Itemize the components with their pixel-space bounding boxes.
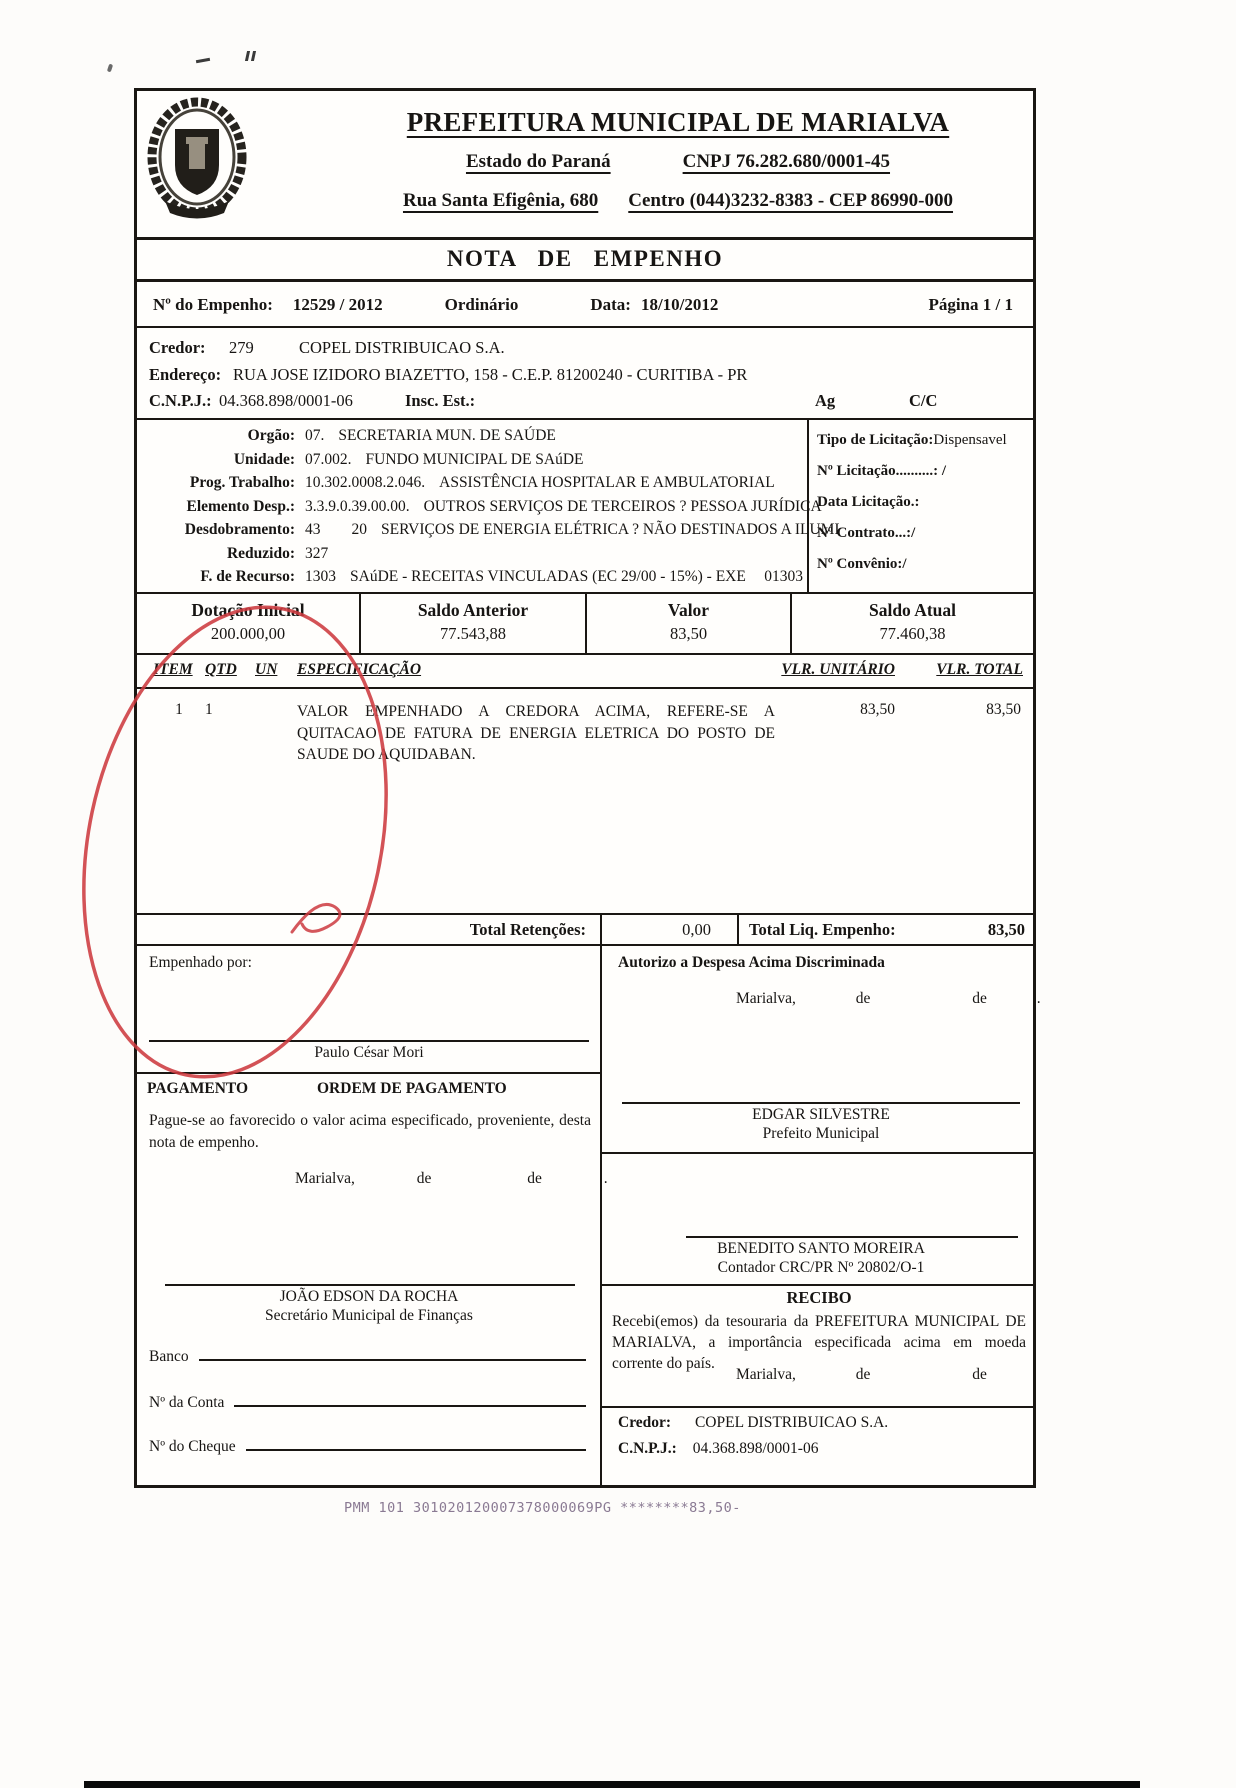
prefeito-name: EDGAR SILVESTRE: [752, 1106, 890, 1123]
licitacao-tipo: [817, 432, 1025, 449]
city-name: Marialva,: [295, 1170, 355, 1187]
saldo-anterior-cell: [361, 594, 587, 653]
cheque-blank-line: [246, 1436, 586, 1451]
budget-row-desdobramento: [137, 521, 840, 545]
retencoes-label: Total Retenções:: [137, 915, 602, 944]
de-word: de: [855, 990, 871, 1007]
empenho-number-label: Nº do Empenho:: [153, 295, 273, 314]
saldo-atual-value: 77.460,38: [879, 624, 946, 643]
licitacao-contrato: Nº Contrato...:/: [817, 525, 916, 541]
col-vlr-total: VLR. TOTAL: [936, 661, 1023, 678]
signature-line: [149, 1040, 589, 1042]
signature-line: [686, 1236, 1018, 1238]
licitacao-panel: [807, 420, 1033, 592]
de-word: de: [527, 1170, 542, 1187]
nota-de-empenho-document: [134, 88, 1041, 1488]
creditor-code: 279: [229, 338, 254, 357]
address-extra: Centro (044)3232-8383 - CEP 86990-000: [628, 190, 954, 211]
unidade-code: 07.002.: [305, 450, 352, 468]
section-divider: [602, 1406, 1033, 1408]
licitacao-tipo-valor: Dispensavel: [933, 432, 1007, 448]
signatures-section: [137, 946, 1041, 1485]
financas-signer-name: JOÃO EDSON DA ROCHA: [279, 1288, 459, 1305]
document-title: NOTA DE EMPENHO: [137, 237, 1033, 282]
section-divider: [602, 1284, 1033, 1286]
licitacao-convenio: Nº Convênio:/: [817, 556, 907, 572]
recibo-cnpj-label: C.N.P.J.:: [618, 1440, 677, 1457]
scan-edge-artifact: [84, 1781, 1140, 1788]
conta-field: [149, 1392, 586, 1412]
budget-row-reduzido: [137, 545, 811, 569]
document-header: [137, 91, 1033, 237]
recurso-desc: SAúDE - RECEITAS VINCULADAS (EC 29/00 - 15%) - EXE: [350, 568, 746, 585]
period-mark: .: [1036, 990, 1041, 1007]
cheque-label: Nº do Cheque: [149, 1438, 236, 1455]
empenho-type: Ordinário: [444, 295, 519, 314]
creditor-label: Credor:: [149, 338, 206, 357]
creditor-cnpj-label: C.N.P.J.:: [149, 391, 212, 410]
section-divider: [602, 1152, 1033, 1154]
totals-row: [137, 913, 1033, 946]
col-vlr-unitario: VLR. UNITÁRIO: [781, 661, 895, 678]
prog-trabalho-desc: ASSISTÊNCIA HOSPITALAR E AMBULATORIAL: [439, 474, 775, 491]
retencoes-value: 0,00: [602, 915, 739, 944]
item-row: [137, 689, 1033, 766]
liquido-label: Total Liq. Empenho:: [749, 919, 896, 939]
unidade-label: Unidade:: [233, 450, 295, 468]
contador-role: Contador CRC/PR Nº 20802/O-1: [717, 1259, 925, 1276]
item-number: 1: [175, 701, 183, 718]
budget-row-unidade: [137, 451, 811, 475]
recurso-extra: 01303: [764, 568, 803, 585]
prog-trabalho-label: Prog. Trabalho:: [189, 474, 295, 491]
banco-label: Banco: [149, 1348, 189, 1365]
saldo-atual-header: Saldo Atual: [868, 600, 957, 620]
section-divider: [137, 1072, 600, 1074]
recibo-text: Recebi(emos) da tesouraria da PREFEITURA MUNICIPAL DE MARIALVA, a importância especificada acima em moeda corrente do país.: [612, 1313, 1026, 1372]
dotacao-inicial-value: 200.000,00: [210, 624, 286, 643]
entity-name: PREFEITURA MUNICIPAL DE MARIALVA: [406, 107, 950, 137]
banco-blank-line: [199, 1346, 586, 1361]
liquido-cell: [739, 915, 1033, 944]
city-date-line: [736, 1366, 987, 1384]
licitacao-tipo-label: Tipo de Licitação:: [817, 432, 934, 448]
budget-row-prog-trabalho: [137, 474, 811, 498]
saldo-atual-cell: [792, 594, 1033, 653]
valor-value: 83,50: [669, 624, 708, 643]
licitacao-numero: Nº Licitação..........: /: [817, 463, 947, 479]
de-word: de: [972, 990, 987, 1007]
licitacao-data: Data Licitação.:: [817, 494, 920, 510]
financas-signer-role: Secretário Municipal de Finanças: [265, 1307, 473, 1324]
unidade-desc: FUNDO MUNICIPAL DE SAúDE: [365, 450, 584, 468]
recurso-label: F. de Recurso:: [200, 568, 295, 585]
scan-artifact: [196, 58, 210, 63]
de-word: de: [855, 1366, 871, 1383]
budget-row-orgao: [137, 427, 811, 451]
city-crest-logo: [147, 97, 247, 223]
ordem-pagamento-title: ORDEM DE PAGAMENTO: [317, 1080, 507, 1097]
scan-artifact: [245, 51, 250, 61]
saldo-anterior-value: 77.543,88: [440, 624, 506, 643]
col-item: ITEM: [153, 661, 193, 678]
payment-column: [137, 946, 608, 1485]
col-qtd: QTD: [205, 661, 237, 678]
conta-label: Nº da Conta: [149, 1394, 225, 1411]
conta-blank-line: [234, 1392, 586, 1407]
page-indicator: Página 1 / 1: [928, 295, 1013, 314]
address-street: Rua Santa Efigênia, 680: [402, 190, 599, 211]
balance-table: [137, 594, 1033, 655]
orgao-label: Orgão:: [247, 427, 295, 444]
de-word: de: [416, 1170, 432, 1187]
col-un: UN: [255, 661, 278, 678]
orgao-code: 07.: [305, 427, 325, 444]
date-label: Data:: [590, 295, 631, 314]
payment-instruction-text: Pague-se ao favorecido o valor acima especificado, proveniente, desta nota de empenho.: [149, 1112, 591, 1152]
empenho-info-row: [137, 282, 1033, 328]
budget-row-recurso: [137, 568, 811, 592]
item-description: VALOR EMPENHADO A CREDORA ACIMA, REFERE-SE A QUITACAO DE FATURA DE ENERGIA ELETRICA DO POSTO DE SAUDE DO AQUIDABAN.: [297, 703, 775, 764]
contador-name: BENEDITO SANTO MOREIRA: [717, 1240, 925, 1257]
items-table-body: [137, 689, 1033, 913]
state-registration-label: Insc. Est.:: [405, 391, 476, 410]
orgao-desc: SECRETARIA MUN. DE SAÚDE: [338, 427, 556, 444]
city-name: Marialva,: [736, 1366, 796, 1383]
valor-header: Valor: [667, 600, 710, 620]
dotacao-inicial-header: Dotação Inicial: [191, 600, 305, 620]
desdobramento-label: Desdobramento:: [184, 521, 295, 538]
item-qty: 1: [205, 701, 213, 718]
de-word: de: [972, 1366, 987, 1383]
dot-matrix-print-line: PMM 101 301020120007378000069PG ********83,50-: [344, 1500, 741, 1516]
cheque-field: [149, 1436, 586, 1456]
authorization-column: [602, 946, 1041, 1485]
signature-line: [165, 1284, 575, 1286]
elemento-desc: OUTROS SERVIÇOS DE TERCEIROS ? PESSOA JURÍDICA: [423, 497, 822, 515]
col-especificacao: ESPECIFICAÇÃO: [297, 661, 422, 678]
pagamento-title: PAGAMENTO: [147, 1080, 249, 1097]
creditor-block: [137, 328, 1033, 420]
city-name: Marialva,: [736, 990, 796, 1007]
elemento-code: 3.3.9.0.39.00.00.: [305, 497, 410, 515]
item-total-value: 83,50: [986, 701, 1021, 718]
elemento-label: Elemento Desp.:: [186, 497, 295, 515]
dotacao-inicial-cell: [137, 594, 361, 653]
creditor-name: COPEL DISTRIBUICAO S.A.: [299, 338, 505, 357]
prog-trabalho-code: 10.302.0008.2.046.: [305, 474, 426, 491]
signature-line: [622, 1102, 1020, 1104]
account-label: C/C: [909, 391, 938, 410]
autorizo-title: Autorizo a Despesa Acima Discriminada: [618, 954, 885, 971]
agency-label: Ag: [815, 391, 836, 410]
budget-rows: [137, 427, 840, 592]
banco-field: [149, 1346, 586, 1366]
valor-cell: [587, 594, 792, 653]
items-table-header: [137, 655, 1033, 689]
period-mark: .: [603, 1170, 608, 1187]
recibo-title: RECIBO: [786, 1288, 852, 1307]
empenho-date: 18/10/2012: [640, 295, 719, 314]
liquido-value: 83,50: [987, 919, 1025, 939]
creditor-address: RUA JOSE IZIDORO BIAZETTO, 158 - C.E.P. 81200240 - CURITIBA - PR: [233, 365, 748, 384]
item-unit-value: 83,50: [860, 701, 895, 718]
reduzido-label: Reduzido:: [226, 544, 295, 562]
recurso-code: 1303: [305, 568, 336, 585]
recibo-credor-name: COPEL DISTRIBUICAO S.A.: [694, 1414, 889, 1431]
recibo-cnpj-value: 04.368.898/0001-06: [692, 1440, 819, 1457]
cnpj-text: CNPJ 76.282.680/0001-45: [682, 151, 891, 172]
prefeito-role: Prefeito Municipal: [762, 1125, 880, 1142]
saldo-anterior-header: Saldo Anterior: [417, 600, 529, 620]
recibo-credor-label: Credor:: [618, 1414, 672, 1431]
city-date-line: [295, 1170, 608, 1188]
creditor-cnpj: 04.368.898/0001-06: [219, 391, 353, 410]
desdobramento-code: 43 20: [305, 521, 367, 538]
empenhado-signer-name: Paulo César Mori: [314, 1044, 424, 1061]
recibo-credor-line: [618, 1414, 888, 1432]
empenhado-por-label: Empenhado por:: [149, 954, 252, 971]
desdobramento-desc: SERVIÇOS DE ENERGIA ELÉTRICA ? NÃO DESTINADOS A ILUMI: [381, 521, 840, 538]
state-text: Estado do Paraná: [465, 151, 611, 172]
recibo-cnpj-line: [618, 1440, 818, 1458]
city-date-line: [736, 990, 1041, 1008]
creditor-address-label: Endereço:: [149, 365, 222, 384]
empenho-number: 12529 / 2012: [292, 295, 383, 314]
reduzido-code: 327: [305, 544, 329, 562]
scan-artifact: [107, 64, 113, 73]
budget-block: [137, 420, 1033, 594]
budget-row-elemento: [137, 497, 822, 522]
